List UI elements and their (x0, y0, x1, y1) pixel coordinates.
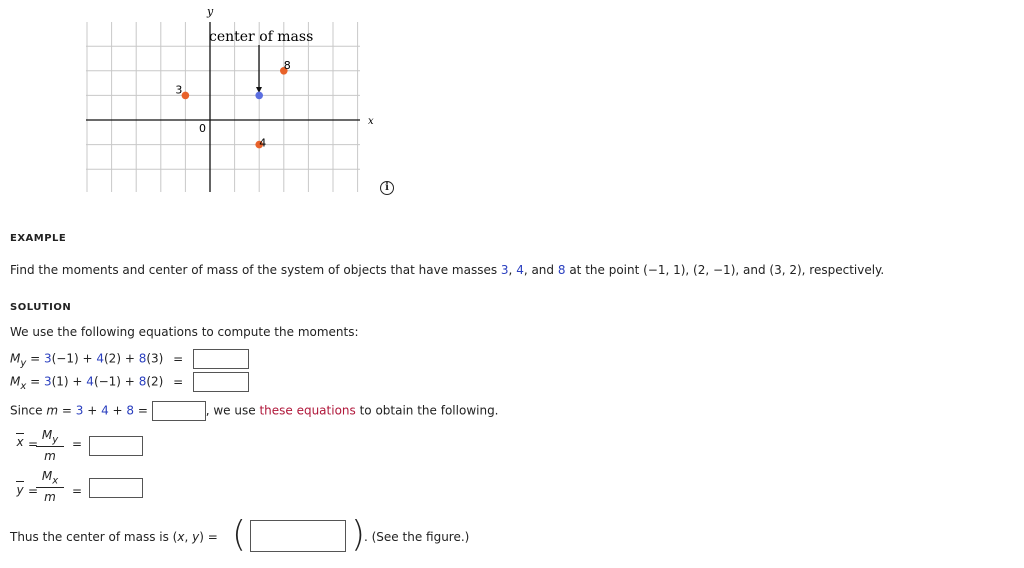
x-axis-label: x (368, 116, 374, 127)
center-of-mass-point (255, 92, 263, 100)
example-header: EXAMPLE (10, 233, 67, 244)
mass-point (182, 92, 190, 100)
y-axis-label: y (207, 5, 214, 18)
mass-point-label: 4 (259, 136, 267, 150)
center-of-mass-annotation: center of mass (209, 29, 314, 45)
xbar-symbol: x (16, 435, 24, 449)
origin-label: 0 (199, 122, 206, 135)
center-of-mass-figure (0, 0, 400, 200)
ybar-fraction: $\frac{M_x}{m}$ (36, 469, 64, 504)
ybar-equals-2: = (72, 484, 83, 498)
grid (86, 22, 360, 192)
ybar-symbol: y (16, 483, 24, 497)
these-equations-link[interactable]: these equations (259, 403, 356, 418)
info-icon[interactable]: i (380, 181, 394, 195)
xbar-equals-2: = (72, 437, 83, 451)
ybar-equals-1: = (28, 484, 39, 498)
problem-statement: Find the moments and center of mass of the system of objects that have masses 3, 4, and 8 at the point (−1, 1), (2, −1), and (3, 2), respectively. (10, 263, 885, 277)
final-line-prefix: Thus the center of mass is (x, y) = (10, 530, 218, 544)
left-paren: ( (232, 514, 247, 555)
mx-equation: $M_x = 3(1) + 4(-1) + 8(2)$ = (10, 372, 249, 392)
mass-point-label: 8 (283, 58, 291, 72)
since-line: Since m = 3 + 4 + 8 = , we use these equations to obtain the following. (10, 401, 499, 421)
xbar-equals-1: = (28, 437, 39, 451)
my-answer-input[interactable] (193, 349, 249, 369)
total-mass-input[interactable] (152, 401, 206, 421)
mass-point-label: 3 (175, 83, 183, 97)
final-line-suffix: . (See the figure.) (364, 530, 470, 544)
xbar-answer-input[interactable] (89, 436, 143, 456)
my-equation: $M_y = 3(-1) + 4(2) + 8(3)$ = (10, 349, 249, 369)
center-of-mass-answer-input[interactable] (250, 520, 346, 552)
mx-answer-input[interactable] (193, 372, 249, 392)
ybar-answer-input[interactable] (89, 478, 143, 498)
xbar-fraction: $\frac{M_y}{m}$ (36, 428, 64, 463)
solution-intro: We use the following equations to compute the moments: (10, 325, 359, 339)
right-paren: ) (351, 514, 366, 555)
solution-header: SOLUTION (10, 302, 72, 313)
